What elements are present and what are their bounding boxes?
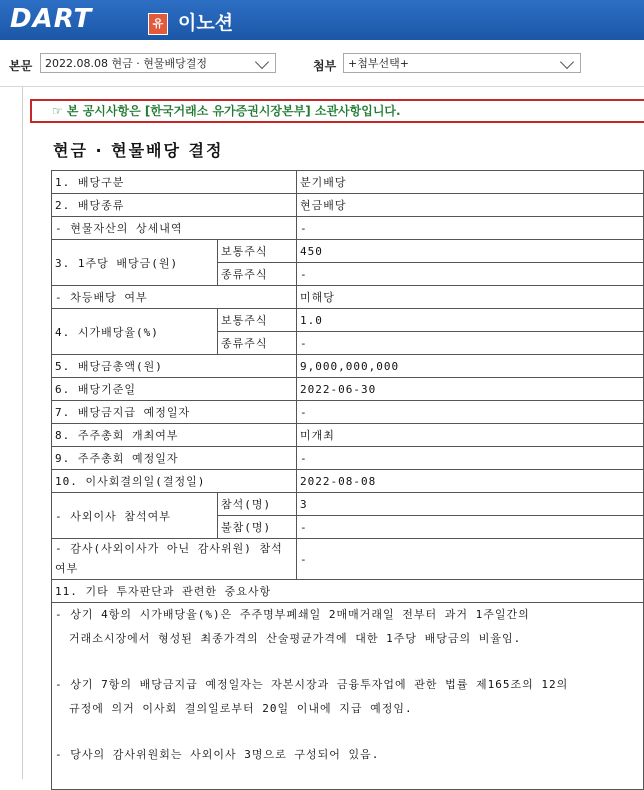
jurisdiction-notice: ☞ 본 공시사항은 [한국거래소 유가증권시장본부] 소관사항입니다.	[30, 99, 644, 123]
table-row	[52, 493, 644, 516]
note-paragraph	[55, 743, 640, 767]
table-row	[52, 378, 644, 401]
document-title: 현금 · 현물배당 결정	[53, 141, 224, 160]
note-line: - 당사의 감사위원회는 사외이사 3명으로 구성되어 있음.	[55, 748, 380, 761]
cheombu-label: 첨부	[313, 59, 337, 73]
table-row	[52, 603, 644, 790]
bonmun-select[interactable]	[40, 53, 276, 73]
row-value: -	[297, 263, 644, 286]
table-row	[52, 580, 644, 603]
bonmun-selected-value: 2022.08.08 현금 · 현물배당결정	[45, 57, 207, 70]
row-label: 1. 배당구분	[52, 171, 297, 194]
row-label: 4. 시가배당율(%)	[52, 309, 218, 355]
row-label: - 차등배당 여부	[52, 286, 297, 309]
row-sublabel: 종류주식	[218, 332, 297, 355]
table-row	[52, 447, 644, 470]
note-line: 규정에 의거 이사회 결의일로부터 20일 이내에 지급 예정임.	[69, 702, 413, 715]
market-badge: 유	[148, 13, 168, 35]
row-value: -	[297, 332, 644, 355]
row-label: 8. 주주총회 개최여부	[52, 424, 297, 447]
row-sublabel: 종류주식	[218, 263, 297, 286]
row-label: - 감사(사외이사가 아닌 감사위원) 참석여부	[52, 539, 297, 580]
row-label: 2. 배당종류	[52, 194, 297, 217]
chevron-down-icon	[560, 55, 574, 69]
row-label: 10. 이사회결의일(결정일)	[52, 470, 297, 493]
note-line: - 상기 7항의 배당금지급 예정일자는 자본시장과 금융투자업에 관한 법률 제165조의 12의	[55, 678, 569, 691]
row-sublabel: 보통주식	[218, 309, 297, 332]
row-value: 2022-08-08	[297, 470, 644, 493]
row-value: -	[297, 217, 644, 240]
row-value: 9,000,000,000	[297, 355, 644, 378]
table-row	[52, 286, 644, 309]
dart-logo[interactable]: DART	[10, 4, 93, 34]
table-row	[52, 217, 644, 240]
row-value: -	[297, 401, 644, 424]
table-row	[52, 355, 644, 378]
note-paragraph	[55, 603, 640, 651]
row-label: 3. 1주당 배당금(원)	[52, 240, 218, 286]
row-value: 현금배당	[297, 194, 644, 217]
document-toolbar	[0, 40, 644, 87]
row-value: 분기배당	[297, 171, 644, 194]
chevron-down-icon	[255, 55, 269, 69]
note-line: - 상기 4항의 시가배당율(%)은 주주명부폐쇄일 2매매거래일 전부터 과거 1주일간의	[55, 608, 530, 621]
row-label: - 현물자산의 상세내역	[52, 217, 297, 240]
note-paragraph	[55, 673, 640, 721]
row-label: 5. 배당금총액(원)	[52, 355, 297, 378]
table-row	[52, 470, 644, 493]
row-value: 2022-06-30	[297, 378, 644, 401]
disclosure-table	[51, 170, 644, 790]
row-sublabel: 불참(명)	[218, 516, 297, 539]
bonmun-label: 본문	[9, 59, 33, 73]
notes-cell	[52, 603, 644, 790]
row-sublabel: 보통주식	[218, 240, 297, 263]
row-sublabel: 참석(명)	[218, 493, 297, 516]
row-value: 미개최	[297, 424, 644, 447]
table-row	[52, 424, 644, 447]
row-label: 6. 배당기준일	[52, 378, 297, 401]
row-value: -	[297, 447, 644, 470]
cheombu-select[interactable]	[343, 53, 581, 73]
company-title	[148, 8, 233, 35]
table-row	[52, 240, 644, 263]
row-label: - 사외이사 참석여부	[52, 493, 218, 539]
table-row	[52, 309, 644, 332]
row-value: 1.0	[297, 309, 644, 332]
row-value: 3	[297, 493, 644, 516]
table-row	[52, 171, 644, 194]
note-line: 거래소시장에서 형성된 최종가격의 산술평균가격에 대한 1주당 배당금의 비율임.	[69, 632, 522, 645]
cheombu-selected-value: +첨부선택+	[348, 57, 409, 70]
company-name: 이노션	[178, 12, 234, 34]
row-label: 9. 주주총회 예정일자	[52, 447, 297, 470]
row-label: 11. 기타 투자판단과 관련한 중요사항	[52, 580, 644, 603]
row-label: 7. 배당금지급 예정일자	[52, 401, 297, 424]
app-header	[0, 0, 644, 40]
row-value: 미해당	[297, 286, 644, 309]
table-row	[52, 401, 644, 424]
row-value: -	[297, 516, 644, 539]
table-row	[52, 539, 644, 580]
row-value: 450	[297, 240, 644, 263]
table-row	[52, 194, 644, 217]
row-value: -	[297, 539, 644, 580]
